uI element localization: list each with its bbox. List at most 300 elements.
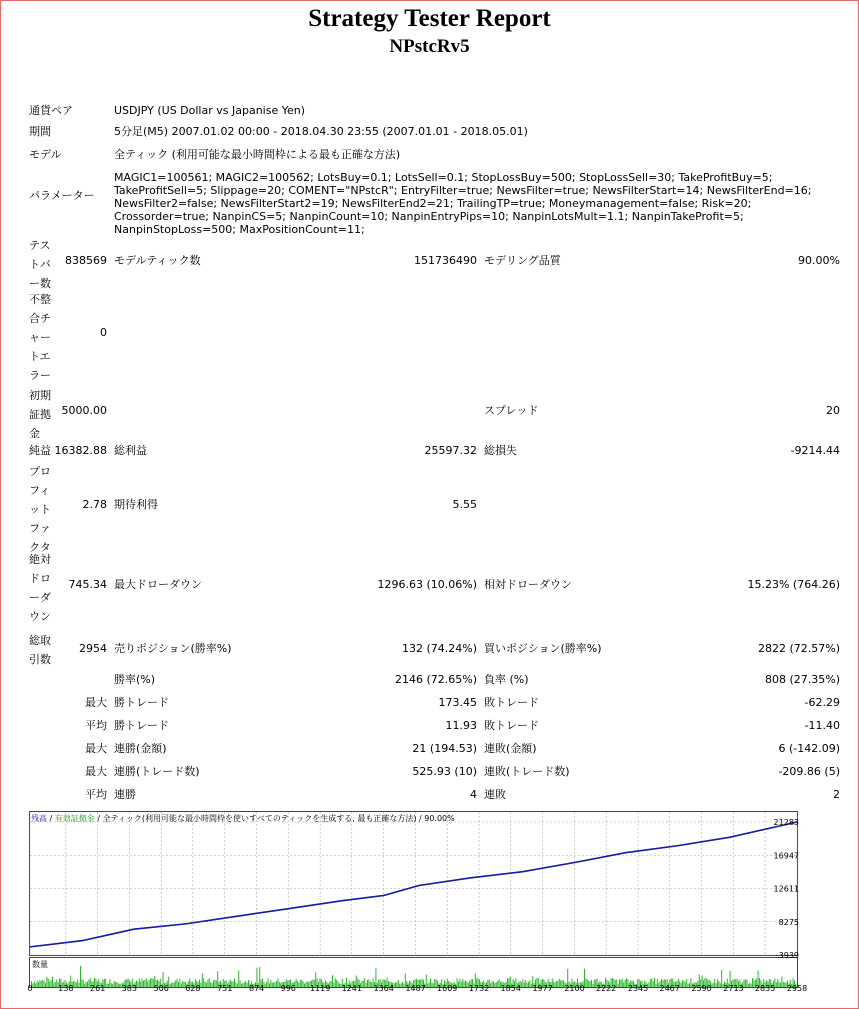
volume-bar xyxy=(76,982,77,987)
long-label: 買いポジション(勝率%) xyxy=(484,642,602,655)
volume-bar xyxy=(241,984,242,987)
largest-win-value: 173.45 xyxy=(438,696,477,709)
volume-bar xyxy=(651,978,652,987)
volume-bar xyxy=(618,984,619,987)
x-tick-label: 1609 xyxy=(437,984,458,993)
volume-bar xyxy=(297,981,298,987)
gross-loss-label: 総損失 xyxy=(484,444,517,457)
average-prefix: 平均 xyxy=(85,719,107,732)
volume-bar xyxy=(714,979,715,987)
avg-consec-prefix: 平均 xyxy=(85,788,107,801)
volume-bar xyxy=(172,983,173,987)
max-consec-profit-value: 525.93 (10) xyxy=(412,765,477,778)
volume-bar xyxy=(277,978,278,987)
volume-bar xyxy=(776,982,777,987)
volume-bar xyxy=(783,982,784,987)
volume-bar xyxy=(112,984,113,987)
win-value: 2146 (72.65%) xyxy=(394,673,477,686)
x-tick-label: 1487 xyxy=(405,984,426,993)
volume-bar xyxy=(336,980,337,987)
x-tick-label: 1732 xyxy=(468,984,490,993)
volume-bar xyxy=(685,982,686,987)
x-tick-label: 0 xyxy=(27,984,33,993)
volume-bar xyxy=(559,979,560,987)
x-tick-label: 383 xyxy=(121,984,137,993)
volume-bar xyxy=(364,978,365,987)
volume-bar xyxy=(585,979,586,987)
volume-bar xyxy=(41,981,42,987)
volume-bar xyxy=(716,983,717,987)
volume-bar xyxy=(149,980,150,987)
volume-bar xyxy=(720,983,721,987)
volume-bar xyxy=(401,983,402,987)
volume-bar xyxy=(32,983,33,987)
volume-bar xyxy=(116,982,117,987)
loss-label: 負率 (%) xyxy=(484,673,529,686)
volume-bar xyxy=(247,983,248,987)
x-tick-label: 874 xyxy=(248,984,265,993)
volume-bar xyxy=(80,966,81,987)
volume-bar xyxy=(527,983,528,987)
volume-bar xyxy=(496,982,497,987)
x-tick-label: 1364 xyxy=(373,984,394,993)
largest-loss-label: 敗トレード xyxy=(484,696,539,709)
volume-bar xyxy=(206,983,207,987)
period-label: 期間 xyxy=(29,125,51,138)
volume-bar xyxy=(371,982,372,987)
max-consec-loss-label: 連敗(金額) xyxy=(484,742,537,755)
legend-rest: / 全ティック(利用可能な最小時間枠を使いすべてのティックを生成する, 最も正確な方法) / 90.00% xyxy=(94,814,455,823)
volume-bar xyxy=(272,983,273,987)
volume-bar xyxy=(718,981,719,987)
volume-bar xyxy=(686,979,687,987)
largest-prefix: 最大 xyxy=(85,696,107,709)
volume-bar xyxy=(203,978,204,987)
x-tick-label: 2222 xyxy=(595,984,617,993)
volume-bar xyxy=(427,984,428,987)
volume-bar xyxy=(207,980,208,987)
volume-bar xyxy=(142,979,143,987)
volume-bar xyxy=(626,978,627,987)
symbol-value: USDJPY (US Dollar vs Japanise Yen) xyxy=(114,104,306,117)
volume-bar xyxy=(84,984,85,987)
abs-dd-value: 745.34 xyxy=(68,578,107,591)
volume-bar xyxy=(339,983,340,987)
volume-bar xyxy=(244,982,245,987)
volume-bar xyxy=(42,980,43,987)
y-tick-label: 8275 xyxy=(778,917,799,927)
volume-bar xyxy=(179,979,180,987)
avg-loss-label: 敗トレード xyxy=(484,719,539,732)
max-dd-label: 最大ドローダウン xyxy=(114,578,202,591)
volume-bar xyxy=(147,982,148,987)
volume-bar xyxy=(37,980,38,987)
volume-bar xyxy=(200,983,201,987)
volume-bar xyxy=(118,983,119,987)
volume-bar xyxy=(521,982,522,987)
volume-bar xyxy=(270,980,271,987)
volume-bar xyxy=(303,981,304,987)
volume-bar xyxy=(623,982,624,987)
volume-bar xyxy=(594,979,595,987)
volume-bar xyxy=(181,983,182,987)
volume-bar xyxy=(429,982,430,987)
volume-bar xyxy=(170,984,171,987)
gross-loss-value: -9214.44 xyxy=(790,444,840,457)
ea-name: NPstcRv5 xyxy=(389,36,470,57)
volume-bar xyxy=(522,979,523,987)
pf-label: プロフィットファクタ xyxy=(29,465,51,554)
volume-bar xyxy=(555,983,556,987)
volume-bar xyxy=(681,983,682,987)
volume-bar xyxy=(48,979,49,987)
volume-bar xyxy=(266,982,267,987)
volume-bar xyxy=(784,983,785,987)
volume-bar xyxy=(301,980,302,987)
volume-bar xyxy=(746,979,747,987)
volume-bar xyxy=(175,980,176,987)
x-tick-label: 2100 xyxy=(564,984,585,993)
volume-bar xyxy=(717,979,718,987)
x-tick-label: 1977 xyxy=(532,984,553,993)
y-tick-label: 16947 xyxy=(773,851,799,861)
volume-bar xyxy=(398,980,399,987)
volume-bar xyxy=(235,983,236,987)
volume-bar xyxy=(492,981,493,987)
volume-bar xyxy=(752,978,753,987)
model-label: モデル xyxy=(29,148,62,161)
volume-bar xyxy=(587,979,588,987)
volume-bar xyxy=(35,984,36,987)
volume-bar xyxy=(751,983,752,987)
volume-bar xyxy=(648,982,649,987)
volume-bar xyxy=(367,980,368,987)
volume-bar xyxy=(111,983,112,987)
volume-bar xyxy=(749,983,750,987)
x-tick-label: 138 xyxy=(58,984,74,993)
bars-label: テストバー数 xyxy=(29,239,51,290)
quality-label: モデリング品質 xyxy=(484,254,561,267)
avg-consec-win-value: 4 xyxy=(470,788,477,801)
rel-dd-label: 相対ドローダウン xyxy=(484,578,572,591)
volume-bar xyxy=(45,983,46,987)
volume-bar xyxy=(433,983,434,987)
x-tick-label: 506 xyxy=(153,984,169,993)
volume-bar xyxy=(83,980,84,987)
volume-bar xyxy=(105,979,106,987)
volume-bar xyxy=(745,980,746,987)
volume-bar xyxy=(366,983,367,987)
gross-profit-value: 25597.32 xyxy=(424,444,477,457)
volume-bar xyxy=(109,979,110,987)
volume-bar xyxy=(44,981,45,987)
x-tick-label: 751 xyxy=(217,984,233,993)
volume-bar xyxy=(524,983,525,987)
avg-win-value: 11.93 xyxy=(445,719,477,732)
volume-bar xyxy=(497,981,498,987)
balance-chart xyxy=(27,811,808,993)
volume-bar xyxy=(588,981,589,987)
max-consec2-prefix: 最大 xyxy=(85,765,107,778)
expected-value: 5.55 xyxy=(452,498,477,511)
volume-bar xyxy=(273,982,274,987)
max-consec-loss-value: 6 (-142.09) xyxy=(778,742,840,755)
volume-bar xyxy=(779,982,780,987)
y-tick-label: 21283 xyxy=(773,818,799,827)
volume-bar xyxy=(178,982,179,987)
volume-bar xyxy=(721,970,722,987)
volume-bar xyxy=(150,979,151,987)
volume-bar xyxy=(53,983,54,987)
volume-bar xyxy=(590,981,591,987)
volume-bar xyxy=(338,982,339,987)
volume-bar xyxy=(682,980,683,987)
volume-bar xyxy=(202,973,203,987)
volume-bar xyxy=(744,980,745,987)
volume-bar xyxy=(77,980,78,987)
volume-label: 数量 xyxy=(32,960,48,969)
x-tick-label: 2467 xyxy=(659,984,680,993)
symbol-label: 通貨ペア xyxy=(29,104,73,117)
net-value: 16382.88 xyxy=(54,444,107,457)
plot-border xyxy=(30,812,798,956)
volume-bar xyxy=(174,982,175,987)
short-value: 132 (74.24%) xyxy=(401,642,477,655)
short-label: 売りポジション(勝率%) xyxy=(114,642,232,655)
avg-consec-win-label: 連勝 xyxy=(114,788,136,801)
legend-balance: 残高 xyxy=(31,814,47,823)
x-tick-label: 2835 xyxy=(754,984,776,993)
max-consec-prefix: 最大 xyxy=(85,742,107,755)
volume-bar xyxy=(528,982,529,987)
volume-bar xyxy=(52,977,53,987)
volume-bar xyxy=(114,981,115,987)
volume-bar xyxy=(332,975,333,987)
mismatch-value: 0 xyxy=(100,326,107,339)
volume-bar xyxy=(108,984,109,987)
volume-bar xyxy=(462,979,463,987)
volume-bar xyxy=(499,979,500,987)
volume-bar xyxy=(494,983,495,987)
volume-bar xyxy=(245,981,246,987)
volume-bar xyxy=(464,981,465,987)
volume-bar xyxy=(144,980,145,987)
spread-value: 20 xyxy=(826,404,840,417)
volume-bar xyxy=(298,983,299,987)
volume-bar xyxy=(115,982,116,987)
volume-bar xyxy=(237,984,238,987)
volume-bar xyxy=(146,978,147,987)
volume-bar xyxy=(140,981,141,987)
volume-bar xyxy=(240,980,241,987)
y-tick-label: 12611 xyxy=(773,884,799,894)
volume-bar xyxy=(490,983,491,987)
volume-bar xyxy=(465,981,466,987)
volume-bar xyxy=(151,978,152,987)
volume-bar xyxy=(592,984,593,987)
volume-bar xyxy=(49,981,50,987)
volume-bar xyxy=(34,981,35,987)
volume-bar xyxy=(335,978,336,987)
volume-bar xyxy=(459,979,460,987)
mismatch-label: 不整合チャートエラー xyxy=(29,293,51,382)
volume-bar xyxy=(458,982,459,987)
volume-bar xyxy=(137,982,138,987)
volume-bar xyxy=(300,980,301,987)
volume-bar xyxy=(653,981,654,987)
volume-bar xyxy=(403,984,404,987)
volume-bar xyxy=(683,980,684,987)
avg-consec-loss-label: 連敗 xyxy=(484,788,506,801)
pf-value: 2.78 xyxy=(82,498,107,511)
x-tick-label: 261 xyxy=(90,984,106,993)
volume-bar xyxy=(81,979,82,987)
volume-bar xyxy=(399,984,400,987)
gross-profit-label: 総利益 xyxy=(114,444,147,457)
volume-bar xyxy=(305,982,306,987)
x-tick-label: 2713 xyxy=(723,984,744,993)
volume-bar xyxy=(333,983,334,987)
legend-sep: / xyxy=(47,814,55,823)
volume-bar xyxy=(556,981,557,987)
avg-loss-value: -11.40 xyxy=(804,719,840,732)
volume-bar xyxy=(51,980,52,987)
volume-bar xyxy=(265,984,266,987)
net-label: 純益 xyxy=(29,444,51,457)
x-tick-label: 2590 xyxy=(691,984,712,993)
volume-bar xyxy=(46,977,47,987)
volume-bar xyxy=(205,982,206,987)
volume-bar xyxy=(210,982,211,987)
win-label: 勝率(%) xyxy=(114,673,156,686)
model-value: 全ティック (利用可能な最小時間枠による最も正確な方法) xyxy=(114,148,401,161)
volume-bar xyxy=(177,979,178,987)
volume-bar xyxy=(213,980,214,987)
params-value: MAGIC1=100561; MAGIC2=100562; LotsBuy=0.1; LotsSell=0.1; StopLossBuy=500; StopLossSell=30; TakeProfitBuy=5; TakeProfitSell=5; Slippage=20; COMENT="NPstcR"; EntryFilter=true; NewsFilter=true; NewsFilterStart=14; NewsFilterEnd=16; NewsFilter2=false; NewsFilterStart2=19; NewsFilterEnd2=21; TrailingTP=true; Moneymanagement=false; Risk=20; Crossorder=true; NanpinCS=5; NanpinCount=10; NanpinEntryPips=10; NanpinLotsMult=1.1; NanpinTakeProfit=5; NanpinStopLoss=500; MaxPositionCount=11; xyxy=(114,171,812,236)
max-consec-win-label: 連勝(金額) xyxy=(114,742,167,755)
volume-bar xyxy=(370,982,371,987)
volume-bar xyxy=(493,981,494,987)
volume-bar xyxy=(139,979,140,987)
volume-bar xyxy=(402,982,403,987)
deposit-value: 5000.00 xyxy=(61,404,107,417)
y-tick-label: 3939 xyxy=(778,951,799,960)
max-consec-win-value: 21 (194.53) xyxy=(412,742,477,755)
long-value: 2822 (72.57%) xyxy=(757,642,840,655)
volume-bar xyxy=(268,978,269,987)
volume-bar xyxy=(331,981,332,987)
volume-bar xyxy=(616,979,617,987)
volume-bar xyxy=(560,980,561,987)
volume-bar xyxy=(214,980,215,987)
x-tick-label: 628 xyxy=(185,984,201,993)
volume-bar xyxy=(620,980,621,987)
volume-bar xyxy=(234,979,235,987)
svg-text:残高 / 有効証拠金 / 全ティック(利用可能な最小時間枠を xyxy=(31,813,455,823)
volume-bar xyxy=(368,979,369,987)
volume-bar xyxy=(363,981,364,987)
volume-bar xyxy=(242,983,243,987)
volume-bar xyxy=(461,982,462,987)
volume-bar xyxy=(430,978,431,987)
max-consec-profit-label: 連勝(トレード数) xyxy=(114,765,200,778)
volume-bar xyxy=(275,982,276,987)
avg-consec-loss-value: 2 xyxy=(833,788,840,801)
quality-value: 90.00% xyxy=(798,254,840,267)
volume-bar xyxy=(780,983,781,987)
x-tick-label: 996 xyxy=(280,984,296,993)
volume-bar xyxy=(107,984,108,987)
volume-bar xyxy=(657,979,658,987)
rel-dd-value: 15.23% (764.26) xyxy=(747,578,840,591)
volume-bar xyxy=(562,980,563,987)
trades-label: 総取引数 xyxy=(29,634,51,666)
volume-bar xyxy=(650,979,651,987)
volume-bar xyxy=(143,981,144,987)
volume-bar xyxy=(269,983,270,987)
volume-bar xyxy=(396,982,397,987)
volume-bar xyxy=(395,982,396,987)
volume-bar xyxy=(233,981,234,987)
largest-win-label: 勝トレード xyxy=(114,696,169,709)
x-tick-label: 1241 xyxy=(341,984,362,993)
expected-label: 期待利得 xyxy=(114,498,158,511)
period-value: 5分足(M5) 2007.01.02 00:00 - 2018.04.30 23:55 (2007.01.01 - 2018.05.01) xyxy=(114,125,528,138)
legend-equity: 有効証拠金 xyxy=(54,814,95,823)
ticks-value: 151736490 xyxy=(414,254,477,267)
ticks-label: モデルティック数 xyxy=(114,254,201,267)
x-tick-label: 1119 xyxy=(309,984,331,993)
volume-bar xyxy=(591,980,592,987)
bars-value: 838569 xyxy=(65,254,107,267)
loss-value: 808 (27.35%) xyxy=(764,673,840,686)
max-consec-lossamt-label: 連敗(トレード数) xyxy=(484,765,570,778)
max-dd-value: 1296.63 (10.06%) xyxy=(377,578,477,591)
volume-bar xyxy=(276,981,277,987)
volume-bar xyxy=(622,979,623,987)
volume-bar xyxy=(171,983,172,987)
params-label: パラメーター xyxy=(29,189,95,202)
volume-bar xyxy=(39,980,40,987)
volume-bar xyxy=(431,983,432,987)
volume-bar xyxy=(619,979,620,987)
volume-bar xyxy=(56,979,57,987)
volume-bar xyxy=(238,971,239,987)
volume-bar xyxy=(777,979,778,987)
volume-bar xyxy=(212,983,213,987)
volume-bar xyxy=(182,981,183,987)
volume-bar xyxy=(654,978,655,987)
spread-label: スプレッド xyxy=(484,404,539,417)
avg-win-label: 勝トレード xyxy=(114,719,169,732)
abs-dd-label: 絶対ドローダウン xyxy=(29,553,51,623)
volume-bar xyxy=(625,980,626,987)
deposit-label: 初期証拠金 xyxy=(29,389,51,440)
largest-loss-value: -62.29 xyxy=(804,696,840,709)
volume-bar xyxy=(38,982,39,987)
volume-bar xyxy=(688,984,689,987)
trades-value: 2954 xyxy=(79,642,107,655)
volume-bar xyxy=(655,984,656,987)
x-tick-label: 1854 xyxy=(500,984,521,993)
volume-bar xyxy=(119,984,120,987)
x-tick-label: 2958 xyxy=(786,984,808,993)
volume-bar xyxy=(79,982,80,987)
volume-bar xyxy=(86,982,87,987)
volume-bar xyxy=(87,982,88,987)
volume-bar xyxy=(781,977,782,987)
volume-bar xyxy=(553,981,554,987)
